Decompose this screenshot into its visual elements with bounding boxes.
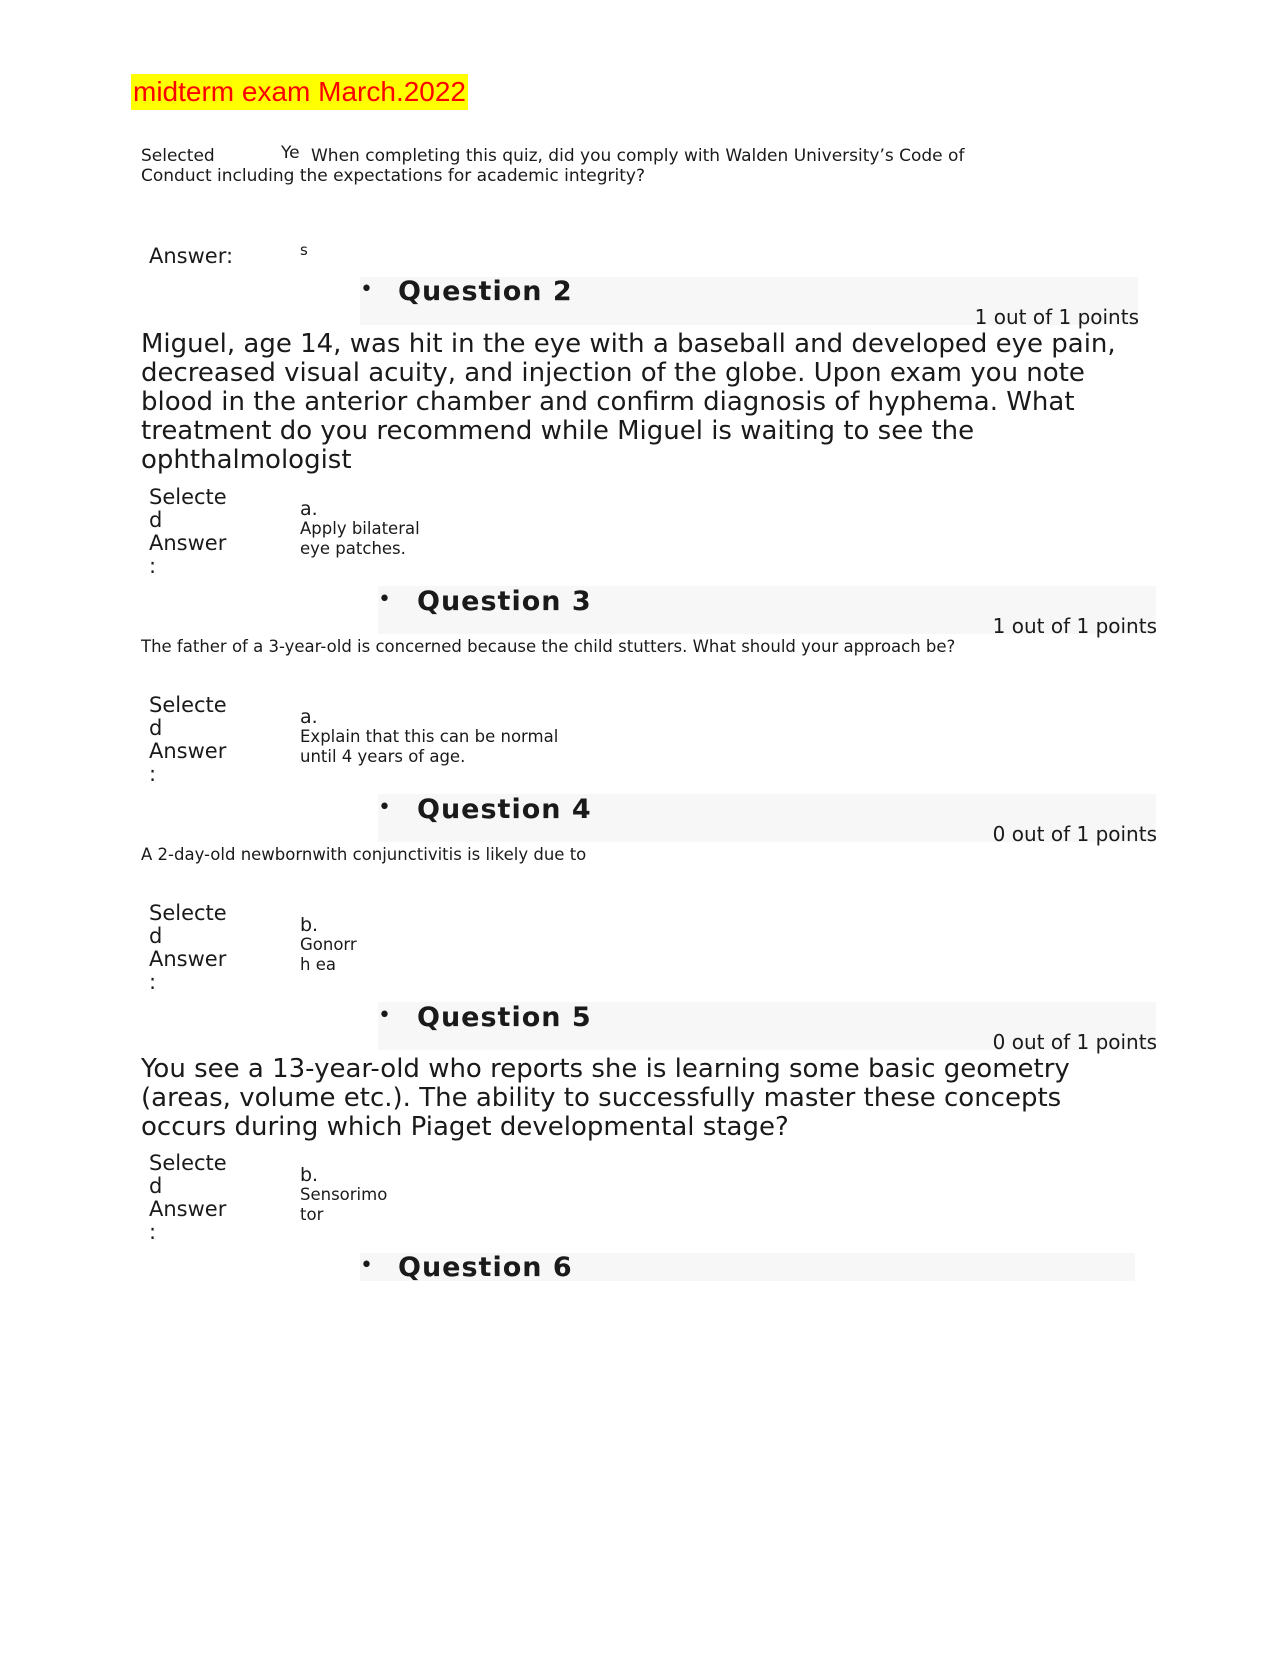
question-3-title: Question 3 (417, 586, 592, 617)
question-6-title: Question 6 (398, 1252, 573, 1283)
question-2-answer-letter: a. (300, 498, 318, 520)
question-3-answer-letter: a. (300, 706, 318, 728)
question-3-bullet: • (378, 587, 391, 612)
question-2-points: 1 out of 1 points (974, 305, 1139, 329)
question-5-title: Question 5 (417, 1002, 592, 1033)
q1-selected-label: Selected (141, 146, 215, 166)
question-5-points: 0 out of 1 points (992, 1030, 1157, 1054)
question-2-selected-answer-label: Selecte d Answer : (149, 485, 227, 578)
question-3-selected-answer-label: Selecte d Answer : (149, 693, 227, 786)
question-3-selected-answer: Explain that this can be normal until 4 years of age. (300, 727, 559, 766)
question-2-bullet: • (360, 277, 373, 302)
question-4-title: Question 4 (417, 794, 592, 825)
question-2-selected-answer: Apply bilateral eye patches. (300, 519, 420, 558)
q1-text-line-2: Conduct including the expectations for academic integrity? (141, 166, 645, 186)
question-3-text: The father of a 3-year-old is concerned because the child stutters. What should your approach be? (141, 637, 956, 656)
q1-text-line-1: When completing this quiz, did you comply with Walden University’s Code of (311, 146, 965, 166)
document-title: midterm exam March.2022 (131, 74, 468, 110)
question-4-selected-answer-label: Selecte d Answer : (149, 901, 227, 994)
question-4-text: A 2-day-old newbornwith conjunctivitis is likely due to (141, 845, 587, 864)
q1-answer-fragment-ye: Ye (281, 143, 300, 163)
q1-answer-label: Answer: (149, 244, 234, 268)
question-3-points: 1 out of 1 points (992, 614, 1157, 638)
question-4-points: 0 out of 1 points (992, 822, 1157, 846)
question-2-title: Question 2 (398, 276, 573, 307)
question-5-bullet: • (378, 1003, 391, 1028)
question-6-bullet: • (360, 1253, 373, 1278)
q1-answer-fragment-s: s (300, 241, 308, 259)
question-4-bullet: • (378, 795, 391, 820)
question-4-answer-letter: b. (300, 914, 319, 936)
question-5-answer-letter: b. (300, 1164, 319, 1186)
question-4-selected-answer: Gonorr h ea (300, 935, 357, 974)
question-2-text: Miguel, age 14, was hit in the eye with a baseball and developed eye pain, decreased visual acuity, and injection of the globe. Upon exam you note blood in the anterior chamber and confirm diagnosis of hyphema. What treatment do you recommend while Miguel is waiting to see the ophthalmologist (141, 329, 1116, 475)
question-5-selected-answer-label: Selecte d Answer : (149, 1151, 227, 1244)
question-5-text: You see a 13-year-old who reports she is learning some basic geometry (areas, volume etc.). The ability to successfully master these concepts occurs during which Piaget developmental stage? (141, 1054, 1070, 1142)
question-5-selected-answer: Sensorimo tor (300, 1185, 388, 1224)
